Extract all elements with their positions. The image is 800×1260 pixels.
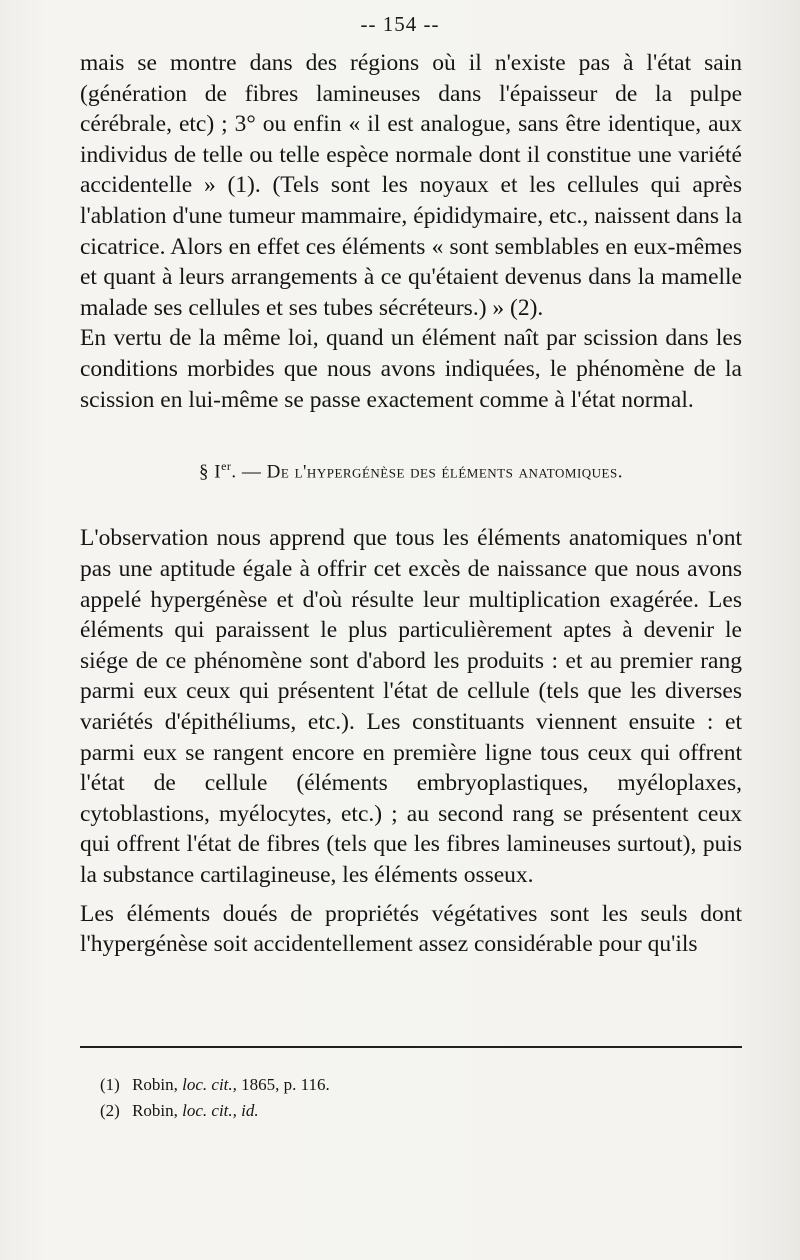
footnotes [100, 1072, 700, 1124]
footnote-author: Robin, [132, 1101, 178, 1120]
footnote-detail: 1865, p. 116. [241, 1075, 330, 1094]
section-title: De l'hypergénèse des éléments anatomiques. [266, 461, 623, 483]
page-number: -- 154 -- [360, 12, 440, 36]
paragraph: En vertu de la même loi, quand un élément naît par scission dans les conditions morbides que nous avons indiquées, le phénomène de la scission en lui-même se passe exactement comme à l'état normal. [80, 325, 742, 413]
section-dash: . — [231, 461, 262, 483]
footnote [100, 1098, 700, 1124]
footnote-divider [80, 1046, 742, 1048]
section-mark-sup: er [221, 459, 232, 474]
paragraph: L'observation nous apprend que tous les éléments anatomiques n'ont pas une aptitude égale à offrir cet excès de naissance que nous avons appelé hypergénèse et d'où résulte leur multiplication exagérée. Les éléments qui paraissent le plus particulièrement aptes à devenir le siége de ce phénomène sont d'abord les produits : et au premier rang parmi eux ceux qui présentent l'état de cellule (tels que les diverses variétés d'épithéliums, etc.). Les constituants viennent ensuite : et parmi eux se rangent encore en première ligne tous ceux qui offrent l'état de cellule (éléments embryoplastiques, myéloplaxes, cytoblastions, myélocytes, etc.) ; au second rang se présentent ceux qui offrent l'état de fibres (tels que les fibres lamineuses surtout), puis la substance cartilagineuse, les éléments osseux. [80, 525, 742, 888]
footnote-reference: loc. cit., id. [182, 1101, 259, 1120]
section-mark: § I [199, 461, 222, 483]
paragraph-spacer [80, 891, 742, 899]
body-text [80, 48, 742, 960]
footnote-number: (2) [100, 1101, 120, 1120]
footnote [100, 1072, 700, 1098]
section-heading [80, 451, 742, 487]
footnote-reference: loc. cit., [182, 1075, 237, 1094]
footnote-number: (1) [100, 1075, 120, 1094]
footnote-author: Robin, [132, 1075, 178, 1094]
paragraph: Les éléments doués de propriétés végétatives sont les seuls dont l'hypergénèse soit accidentellement assez considérable pour qu'ils [80, 900, 742, 958]
paragraph-continued: mais se montre dans des régions où il n'existe pas à l'état sain (génération de fibres lamineuses dans l'épaisseur de la pulpe cérébrale, etc) ; 3° ou enfin « il est analogue, sans être identique, aux individus de telle ou telle espèce normale dont il constitue une variété accidentelle » (1). (Tels sont les noyaux et les cellules qui après l'ablation d'une tumeur mammaire, épididymaire, etc., naissent dans la cicatrice. Alors en effet ces éléments « sont semblables en eux-mêmes et quant à leurs arrangements à ce qu'étaient devenus dans la mamelle malade ses cellules et ses tubes sécréteurs.) » (2). [80, 50, 742, 321]
